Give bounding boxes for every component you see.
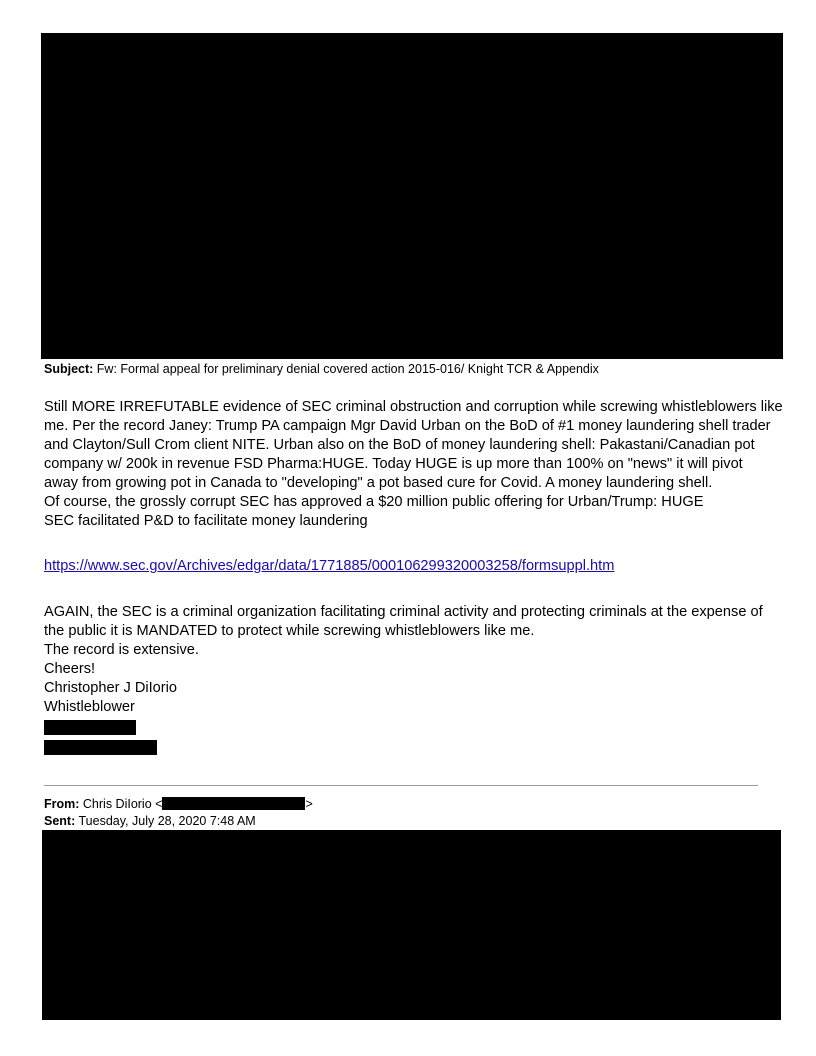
body-line: AGAIN, the SEC is a criminal organization facilitating criminal activity and protecting criminals at the expense of [44,604,763,620]
from-name: Chris DiIorio < [79,797,163,811]
signature-title: Whistleblower [44,699,135,715]
redaction-block-bottom [42,830,781,1020]
body-line: away from growing pot in Canada to "developing" a pot based cure for Covid. A money laundering shell. [44,475,713,491]
sec-filing-link[interactable]: https://www.sec.gov/Archives/edgar/data/1771885/000106299320003258/formsuppl.htm [44,558,615,574]
email-body-paragraph-1 [44,398,786,531]
email-sent-line [44,813,256,829]
redaction-signature-2 [44,740,157,755]
sent-date: Tuesday, July 28, 2020 7:48 AM [75,814,256,828]
body-line: Still MORE IRREFUTABLE evidence of SEC criminal obstruction and corruption while screwing whistleblowers like [44,399,783,415]
subject-text: Fw: Formal appeal for preliminary denial covered action 2015-016/ Knight TCR & Appendix [93,362,599,376]
body-line: me. Per the record Janey: Trump PA campaign Mgr David Urban on the BoD of #1 money laundering shell trader [44,418,771,434]
body-line: Of course, the grossly corrupt SEC has approved a $20 million public offering for Urban/Trump: HUGE [44,494,704,510]
redaction-signature-1 [44,720,136,735]
body-line: SEC facilitated P&D to facilitate money laundering [44,513,368,529]
sent-label: Sent: [44,814,76,828]
email-from-line [44,796,313,812]
subject-label: Subject: [44,362,94,376]
redaction-email-address [162,797,305,810]
body-line: The record is extensive. [44,642,199,658]
link-line [44,557,786,576]
body-line: company w/ 200k in revenue FSD Pharma:HUGE. Today HUGE is up more than 100% on "news" it will pivot [44,456,743,472]
signature-name: Christopher J DiIorio [44,680,178,696]
from-bracket-close: > [305,797,313,811]
message-separator [44,785,758,786]
body-line: the public it is MANDATED to protect while screwing whistleblowers like me. [44,623,535,639]
email-subject-line [44,361,599,377]
from-label: From: [44,797,80,811]
body-line: and Clayton/Sull Crom client NITE. Urban also on the BoD of money laundering shell: Pakastani/Canadian pot [44,437,755,453]
email-body-paragraph-2 [44,603,786,717]
redaction-block-top [41,33,783,359]
body-line: Cheers! [44,661,96,677]
